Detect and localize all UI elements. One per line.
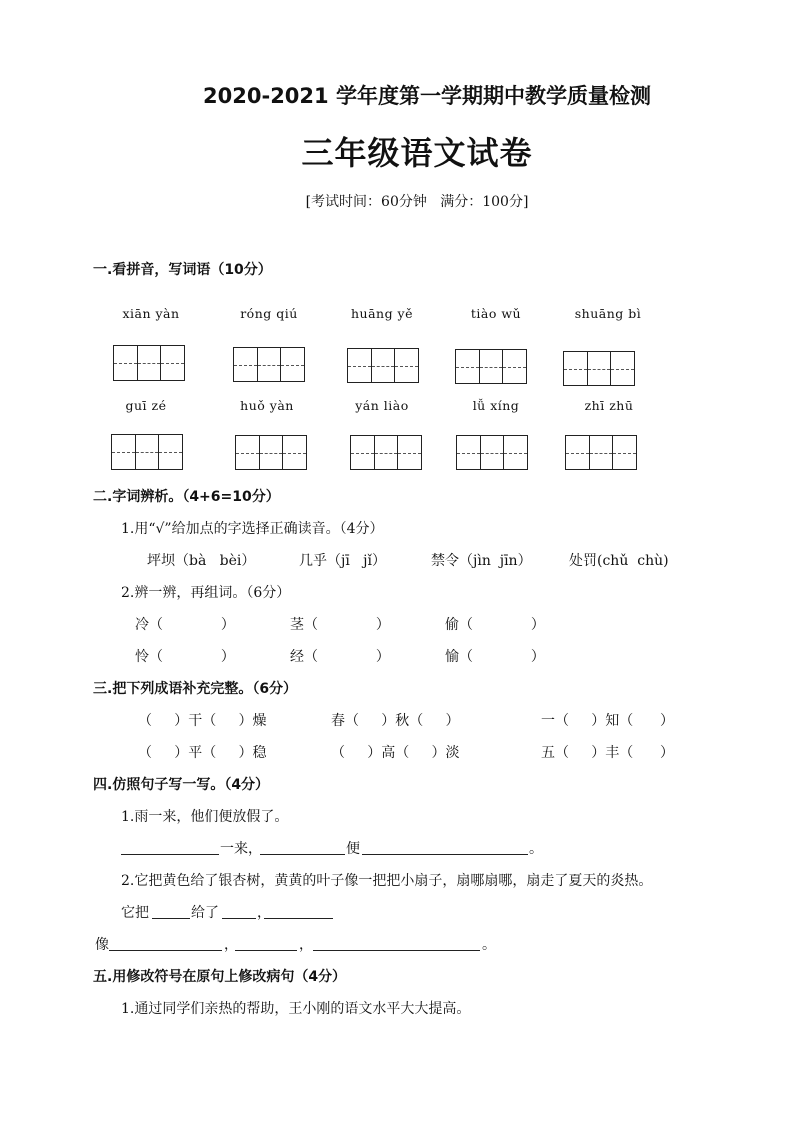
sentence-fragment: 像 [95,937,109,953]
reading-choice[interactable]: 禁令（jìn jīn） [431,553,532,569]
idiom-blank[interactable]: （ ）平（ ）稳 [138,745,267,761]
word-blank[interactable]: 偷（ ） [445,617,545,633]
writing-grid[interactable] [350,435,422,470]
sentence-fragment: 便 [346,841,360,857]
answer-line[interactable] [264,902,333,919]
section3-title: 三.把下列成语补充完整。（6分） [93,681,298,697]
pinyin-label: zhī zhū [584,398,634,413]
writing-grid[interactable] [563,351,635,386]
writing-grid[interactable] [111,434,183,470]
sentence-fragment: 给了 [191,905,219,921]
sentence-fragment: ， [257,905,271,921]
sentence-fragment: 它把 [121,905,149,921]
pinyin-label: lǚ xíng [472,398,520,413]
word-blank[interactable]: 经（ ） [290,649,390,665]
writing-grid[interactable] [113,345,185,381]
word-blank[interactable]: 茎（ ） [290,617,390,633]
writing-grid[interactable] [456,435,528,470]
word-blank[interactable]: 怜（ ） [135,649,235,665]
writing-grid[interactable] [233,347,305,382]
exam-title: 三年级语文试卷 [301,134,533,172]
answer-line[interactable] [313,934,480,951]
answer-line[interactable] [235,934,297,951]
section2-title: 二.字词辨析。（4+6=10分） [93,489,280,505]
section5-title: 五.用修改符号在原句上修改病句（4分） [93,969,347,985]
word-blank[interactable]: 愉（ ） [445,649,545,665]
example-sentence: 2.它把黄色给了银杏树，黄黄的叶子像一把把小扇子，扇哪扇哪，扇走了夏天的炎热。 [121,873,653,889]
sentence-fragment: 。 [482,937,496,953]
answer-line[interactable] [121,838,219,855]
exam-header: 2020-2021 学年度第一学期期中教学质量检测 [203,84,651,108]
question-text: 1.用“√”给加点的字选择正确读音。（4分） [121,521,384,537]
pinyin-label: róng qiú [240,306,298,321]
pinyin-label: tiào wǔ [470,306,522,321]
answer-line[interactable] [152,902,190,919]
idiom-blank[interactable]: 五（ ）丰（ ） [541,745,674,761]
writing-grid[interactable] [455,349,527,384]
writing-grid[interactable] [565,435,637,470]
section4-title: 四.仿照句子写一写。（4分） [93,777,270,793]
sentence-fragment: ， [224,937,238,953]
pinyin-label: xiān yàn [122,306,180,321]
answer-line[interactable] [109,934,222,951]
exam-info: [考试时间：60分钟 满分：100分] [305,194,529,210]
idiom-blank[interactable]: （ ）高（ ）淡 [331,745,460,761]
answer-line[interactable] [222,902,256,919]
sentence-fragment: 一来， [220,841,262,857]
idiom-blank[interactable]: 一（ ）知（ ） [541,713,674,729]
pinyin-label: yán liào [355,398,409,413]
reading-choice[interactable]: 处罚(chǔ chù) [569,553,669,569]
idiom-blank[interactable]: 春（ ）秋（ ） [331,713,460,729]
section1-title: 一.看拼音，写词语（10分） [93,262,272,278]
pinyin-label: huāng yě [350,306,414,321]
answer-line[interactable] [260,838,345,855]
reading-choice[interactable]: 坪坝（bà bèi） [147,553,256,569]
sentence-fragment: 。 [529,841,543,857]
reading-choice[interactable]: 几乎（jī jǐ） [299,553,386,569]
example-sentence: 1.雨一来，他们便放假了。 [121,809,289,825]
sentence-fragment: ， [299,937,313,953]
idiom-blank[interactable]: （ ）干（ ）燥 [138,713,267,729]
pinyin-label: shuāng bì [574,306,642,321]
pinyin-label: guī zé [125,398,167,413]
writing-grid[interactable] [235,435,307,470]
pinyin-label: huǒ yàn [240,398,294,413]
answer-line[interactable] [362,838,528,855]
sick-sentence[interactable]: 1.通过同学们亲热的帮助，王小刚的语文水平大大提高。 [121,1001,471,1017]
writing-grid[interactable] [347,348,419,383]
question-text: 2.辨一辨，再组词。（6分） [121,585,291,601]
word-blank[interactable]: 冷（ ） [135,617,235,633]
